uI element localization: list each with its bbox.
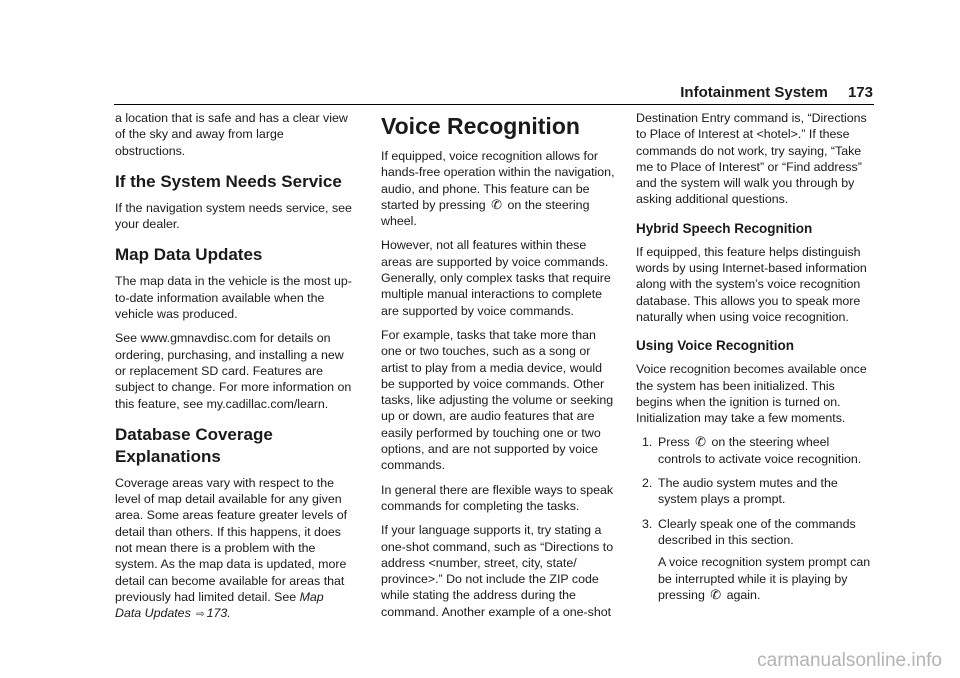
- paragraph: If the navigation system needs service, see your dealer.: [115, 200, 352, 232]
- page-number: 173: [847, 84, 873, 101]
- paragraph-coverage: [115, 475, 353, 624]
- heading-using-voice-recognition: Using Voice Recognition: [636, 338, 795, 354]
- column-1: [115, 110, 353, 632]
- paragraph-text: If equipped, voice recognition allows for hands-free operation within the navigation, audio, and phone. This feature can be started by pressing: [381, 149, 615, 212]
- column-3: [636, 110, 874, 611]
- heading-database-coverage: Database Coverage Explanations: [115, 424, 273, 466]
- voice-recognition-icon: ✆: [710, 586, 722, 602]
- paragraph: Voice recognition becomes available once the system has been initialized. This begins when the ignition is turned on. Initialization may take a few moments.: [636, 362, 867, 426]
- cross-reference-page[interactable]: 173.: [206, 606, 231, 621]
- step-number: 2.: [642, 476, 653, 491]
- step-text: on the steering wheel controls to activate voice recognition.: [658, 435, 862, 466]
- voice-recognition-icon: ✆: [491, 196, 503, 212]
- list-item: [636, 475, 874, 508]
- paragraph: In general there are flexible ways to speak commands for completing the tasks.: [381, 482, 614, 513]
- step-text: again.: [723, 587, 761, 602]
- step-text: A voice recognition system prompt can be interrupted while it is playing by pressing: [658, 555, 871, 602]
- step-text: Press: [658, 435, 694, 450]
- heading-hybrid-speech: Hybrid Speech Recognition: [636, 220, 813, 236]
- paragraph: If your language supports it, try stating a one-shot command, such as “Directions to address <number, street, city, state/ province>.” Do not include the ZIP code while stating the address during the command. Another example of a one-shot: [381, 523, 614, 619]
- heading-system-service: If the System Needs Service: [115, 171, 342, 191]
- voice-recognition-icon: ✆: [695, 434, 707, 450]
- list-item: [636, 516, 874, 603]
- paragraph: a location that is safe and has a clear view of the sky and away from large obstructions.: [115, 111, 348, 158]
- heading-map-data-updates: Map Data Updates: [115, 245, 263, 265]
- column-2: [381, 110, 619, 628]
- header-rule: [114, 104, 874, 105]
- paragraph: [381, 148, 619, 229]
- watermark: carmanualsonline.info: [757, 650, 942, 671]
- steps-list: [636, 434, 874, 603]
- page-ref-arrow-icon: ⇨: [196, 609, 205, 621]
- running-header: [680, 84, 873, 101]
- paragraph: See www.gmnavdisc.com for details on ordering, purchasing, and installing a new or replacement SD card. Features are subject to change. For more information on this feature, see my.cadillac.com/learn.: [115, 331, 352, 411]
- header-title: Infotainment System: [680, 84, 828, 101]
- paragraph: If equipped, this feature helps distinguish words by using Internet-based information along with the system’s voice recognition database. This allows you to speak more naturally when using voice recognition.: [636, 244, 867, 324]
- paragraph: Destination Entry command is, “Directions to Place of Interest at <hotel>.” If these commands do not work, try saying, “Take me to Place of Interest” or “Find address” and the system will walk you through by asking additional questions.: [636, 111, 867, 207]
- paragraph: However, not all features within these areas are supported by voice commands. Generally, only complex tasks that require multiple manual interactions to complete are supported by voice commands.: [381, 238, 611, 318]
- heading-voice-recognition: Voice Recognition: [381, 113, 580, 139]
- coverage-text: Coverage areas vary with respect to the level of map detail available for any given area. Some areas feature greater levels of detail than others. If this happens, it does not mean there is a problem with the system. As the map data is updated, more detail can become available for areas that previously had limited detail. See: [115, 475, 348, 604]
- step-text: Clearly speak one of the commands described in this section.: [658, 516, 856, 547]
- list-item: [636, 434, 874, 467]
- step-number: 1.: [642, 435, 653, 450]
- paragraph: For example, tasks that take more than one or two touches, such as a song or artist to play from a media device, would be supported by voice commands. Other tasks, like adjusting the volume or seeking up or down, are audio features that are easily performed by touching one or two options, and are not supported by voice commands.: [381, 327, 614, 473]
- step-subtext: [658, 554, 874, 603]
- paragraph-text: on the steering wheel.: [381, 197, 590, 229]
- paragraph: The map data in the vehicle is the most up-to-date information available when the vehicle was produced.: [115, 274, 352, 322]
- step-text: The audio system mutes and the system plays a prompt.: [658, 476, 838, 507]
- cross-reference-link[interactable]: Map Data Updates: [115, 589, 324, 621]
- step-number: 3.: [642, 516, 653, 531]
